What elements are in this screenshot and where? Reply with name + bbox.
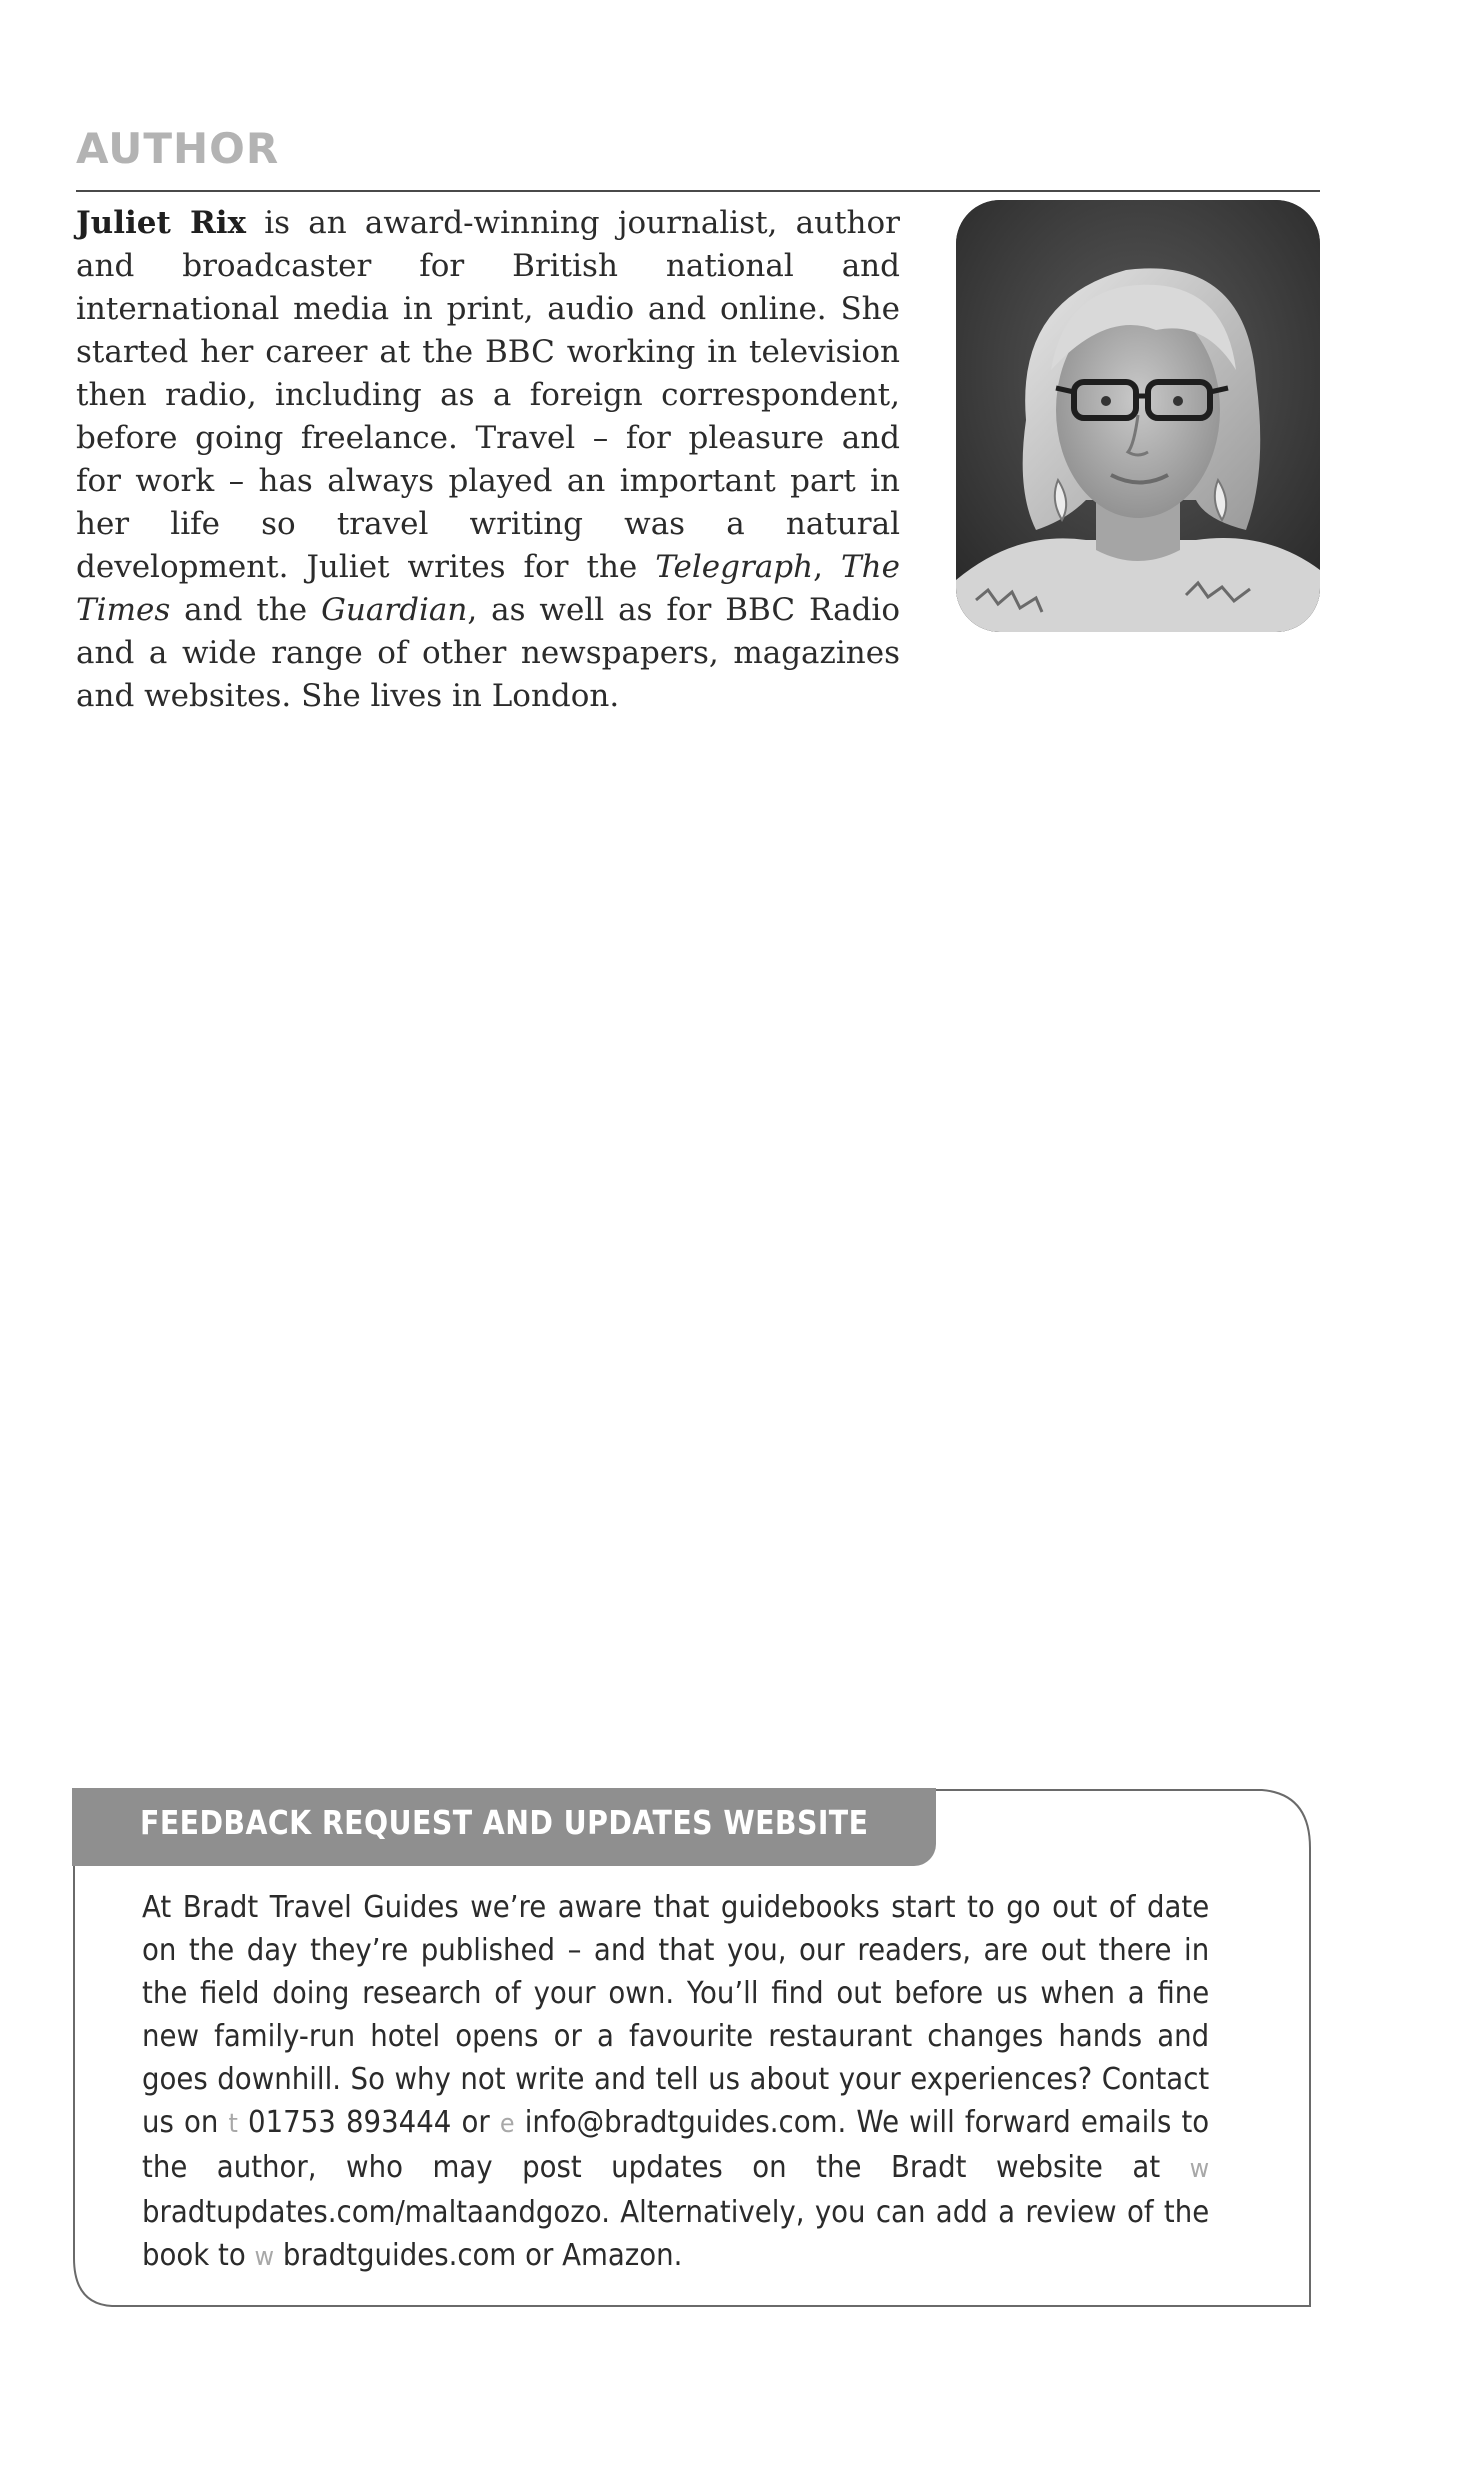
email-icon: e: [499, 2109, 515, 2139]
heading-rule: [76, 190, 1320, 192]
website-link-updates[interactable]: bradtupdates.com/maltaandgozo: [142, 2195, 602, 2230]
section-heading-author: AUTHOR: [76, 124, 280, 173]
bio-separator-2: and the: [170, 592, 322, 628]
website-link-bradt[interactable]: bradtguides.com: [282, 2238, 517, 2273]
author-name: Juliet Rix: [76, 205, 246, 241]
web-icon: w: [1189, 2154, 1210, 2184]
feedback-text-4: or Amazon.: [516, 2238, 683, 2273]
feedback-text: [142, 1886, 1209, 2279]
feedback-box: [72, 1788, 1312, 2308]
feedback-text-3: . Alternatively, you can add a review of the book to: [142, 2195, 1210, 2273]
publication-guardian: Guardian: [321, 592, 468, 628]
feedback-text-1: At Bradt Travel Guides we’re aware that guidebooks start to go out of date on the day they’re published – and that you, our readers, are out there in the field doing research of your own. You’ll find out before us when a fine new family-run hotel opens or a favourite restaurant changes hands and goes downhill. So why not write and tell us about your experiences? Contact us on: [142, 1890, 1210, 2140]
bio-text-1: is an award-winning journalist, author and broadcaster for British national and international media in print, audio and online. She started her career at the BBC working in television then radio, including as a foreign correspondent, before going freelance. Travel – for pleasure and for work – has always played an important part in her life so travel writing was a natural development. Juliet writes for the: [76, 205, 900, 585]
publication-times: The Times: [76, 549, 900, 628]
feedback-title: FEEDBACK REQUEST AND UPDATES WEBSITE: [140, 1803, 869, 1842]
publication-telegraph: Telegraph: [655, 549, 814, 585]
bio-text-2: , as well as for BBC Radio and a wide range of other newspapers, magazines and websites. She lives in London.: [76, 592, 900, 714]
phone-number: 01753 893444: [248, 2105, 452, 2140]
web-icon: w: [254, 2242, 275, 2272]
phone-icon: t: [228, 2109, 238, 2139]
or-text: or: [451, 2105, 500, 2140]
bio-separator-1: ,: [813, 549, 841, 585]
author-bio: [76, 202, 900, 718]
author-photo: [956, 200, 1320, 632]
email-link[interactable]: info@bradtguides.com: [524, 2105, 838, 2140]
feedback-text-2: . We will forward emails to the author, who may post updates on the Bradt website at: [142, 2105, 1210, 2185]
feedback-title-tab: [72, 1788, 936, 1866]
